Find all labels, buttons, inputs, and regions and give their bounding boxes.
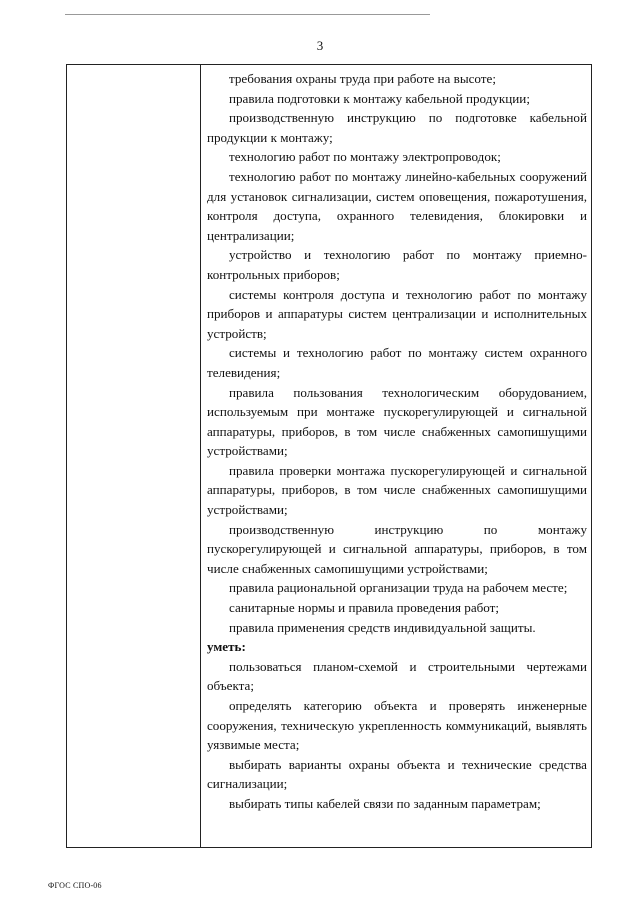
skill-item: определять категорию объекта и проверять инженерные сооружения, техническую укрепленность коммуникаций, выявлять уязвимые места; xyxy=(207,698,587,753)
content-table xyxy=(66,64,592,848)
knowledge-item: правила рациональной организации труда на рабочем месте; xyxy=(229,580,568,596)
knowledge-item: требования охраны труда при работе на высоте; xyxy=(229,71,496,86)
top-scan-rule xyxy=(65,14,430,15)
knowledge-item: производственную инструкцию по подготовке кабельной продукции к монтажу; xyxy=(207,110,587,145)
knowledge-item: устройство и технологию работ по монтажу приемно-контрольных приборов; xyxy=(207,247,587,282)
knowledge-item: системы контроля доступа и технологию работ по монтажу приборов и аппаратуры систем централизации и исполнительных устройств; xyxy=(207,286,587,341)
knowledge-item: правила пользования технологическим оборудованием, используемым при монтаже пускорегулирующей и сигнальной аппаратуры, приборов, в том числе снабженных самопишущими устройствами; xyxy=(207,384,587,459)
skill-item: выбирать типы кабелей связи по заданным параметрам; xyxy=(229,795,541,811)
table-left-column xyxy=(67,65,201,847)
footer-code: ФГОС СПО-06 xyxy=(48,881,102,890)
knowledge-item: правила применения средств индивидуальной защиты. xyxy=(229,619,536,635)
knowledge-item: производственную инструкцию по монтажу пускорегулирующей и сигнальной аппаратуры, приборов, в том числе снабженных самопишущими устройствами; xyxy=(207,521,587,576)
knowledge-item: технологию работ по монтажу линейно-кабельных сооружений для установок сигнализации, систем оповещения, пожаротушения, контроля доступа, охранного телевидения, блокировки и централизации; xyxy=(207,168,587,243)
skill-item: пользоваться планом-схемой и строительными чертежами объекта; xyxy=(207,658,587,694)
table-right-column xyxy=(207,69,587,814)
knowledge-item: системы и технологию работ по монтажу систем охранного телевидения; xyxy=(207,345,587,380)
knowledge-item: правила подготовки к монтажу кабельной продукции; xyxy=(229,90,530,106)
knowledge-item: правила проверки монтажа пускорегулирующей и сигнальной аппаратуры, приборов, в том числе снабженных самопишущими устройствами; xyxy=(207,462,587,518)
skill-item: выбирать варианты охраны объекта и технические средства сигнализации; xyxy=(207,756,587,792)
section-heading: уметь: xyxy=(207,639,246,655)
knowledge-item: санитарные нормы и правила проведения работ; xyxy=(229,600,500,616)
knowledge-item: технологию работ по монтажу электропроводок; xyxy=(229,149,501,165)
page-number: 3 xyxy=(316,38,324,53)
